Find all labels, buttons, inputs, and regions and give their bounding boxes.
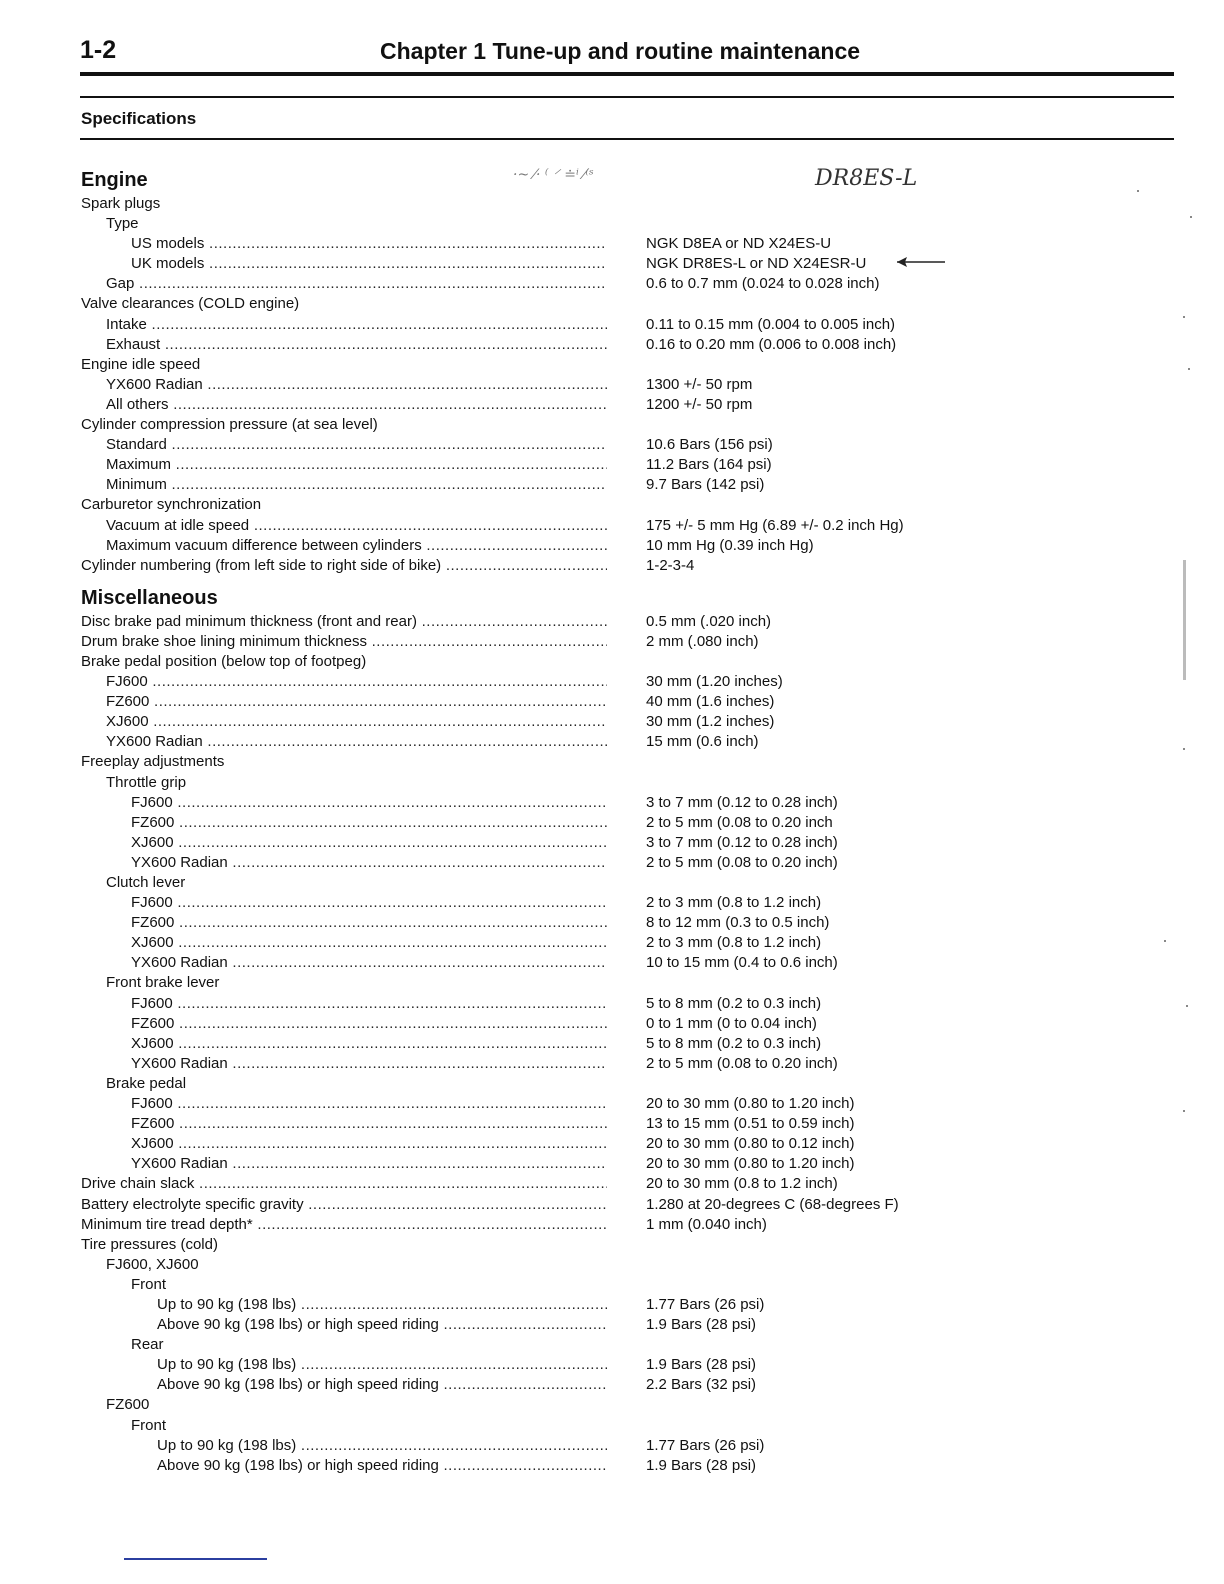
- spec-label: Drive chain slack .....: [81, 1174, 607, 1194]
- spec-row: [81, 752, 981, 772]
- handwritten-annotation: DR8ES-L: [815, 166, 918, 191]
- spec-value: 2 to 5 mm (0.08 to 0.20 inch): [646, 853, 838, 871]
- spec-row: [81, 1315, 981, 1335]
- spec-label: FZ600 .....: [81, 813, 607, 833]
- spec-row: [81, 214, 981, 234]
- spec-label: Up to 90 kg (198 lbs) .....: [81, 1355, 607, 1375]
- spec-value: 0 to 1 mm (0 to 0.04 inch): [646, 1014, 817, 1032]
- divider-top: [80, 96, 1174, 98]
- spec-value: 1300 +/- 50 rpm: [646, 375, 753, 393]
- scan-speck: [1190, 216, 1192, 218]
- spec-label: US models .....: [81, 234, 607, 254]
- spec-value: 2 to 3 mm (0.8 to 1.2 inch): [646, 934, 822, 952]
- scan-speck: [1183, 1110, 1185, 1112]
- spec-row: [81, 1114, 981, 1134]
- spec-value: 0.11 to 0.15 mm (0.004 to 0.005 inch): [646, 315, 896, 333]
- section-heading: Miscellaneous: [81, 586, 218, 609]
- spec-label: Valve clearances (COLD engine): [81, 295, 300, 313]
- spec-row: [81, 254, 981, 274]
- spec-row: [81, 1215, 981, 1235]
- spec-value: 30 mm (1.20 inches): [646, 673, 783, 691]
- spec-label: Standard .....: [81, 435, 607, 455]
- spec-row: [81, 1174, 981, 1194]
- spec-value: 20 to 30 mm (0.80 to 0.12 inch): [646, 1135, 855, 1153]
- spec-label: FJ600 .....: [81, 793, 607, 813]
- spec-value: 1200 +/- 50 rpm: [646, 395, 753, 413]
- spec-row: [81, 913, 981, 933]
- spec-label: XJ600 .....: [81, 1034, 607, 1054]
- spec-row: [81, 893, 981, 913]
- spec-label: Rear: [131, 1336, 164, 1354]
- spec-row: [81, 194, 981, 214]
- spec-label: Front: [131, 1416, 167, 1434]
- spec-label: FJ600 .....: [81, 672, 607, 692]
- spec-label: Cylinder compression pressure (at sea level): [81, 416, 378, 434]
- spec-value: 2.2 Bars (32 psi): [646, 1376, 757, 1394]
- spec-label: Vacuum at idle speed .....: [81, 516, 607, 536]
- spec-label: Up to 90 kg (198 lbs) .....: [81, 1295, 607, 1315]
- spec-value: 0.5 mm (.020 inch): [646, 612, 772, 630]
- spec-row: [81, 415, 981, 435]
- spec-row: [81, 556, 981, 576]
- spec-label: Maximum vacuum difference between cylinders .....: [81, 536, 607, 556]
- spec-row: [81, 692, 981, 712]
- spec-label: Brake pedal: [106, 1074, 187, 1092]
- spec-row: [81, 1295, 981, 1315]
- spec-value: 10.6 Bars (156 psi): [646, 436, 773, 454]
- spec-value: 3 to 7 mm (0.12 to 0.28 inch): [646, 833, 838, 851]
- specifications-heading: Specifications: [81, 109, 197, 128]
- spec-label: XJ600 .....: [81, 833, 607, 853]
- spec-value: 0.6 to 0.7 mm (0.024 to 0.028 inch): [646, 275, 880, 293]
- spec-row: [81, 435, 981, 455]
- spec-row: [81, 1034, 981, 1054]
- spec-row: [81, 1054, 981, 1074]
- spec-value: 2 to 5 mm (0.08 to 0.20 inch: [646, 813, 833, 831]
- spec-row: [81, 833, 981, 853]
- spec-value: 10 to 15 mm (0.4 to 0.6 inch): [646, 954, 838, 972]
- spec-row: [81, 355, 981, 375]
- spec-row: [81, 1014, 981, 1034]
- spec-label: FZ600 .....: [81, 913, 607, 933]
- spec-value: NGK DR8ES-L or ND X24ESR-U: [646, 255, 867, 273]
- spec-row: [81, 455, 981, 475]
- spec-label: Maximum .....: [81, 455, 607, 475]
- scan-speck: [1137, 190, 1139, 192]
- spec-row: [81, 1355, 981, 1375]
- spec-row: [81, 516, 981, 536]
- spec-label: Disc brake pad minimum thickness (front and rear) .....: [81, 612, 607, 632]
- spec-value: 30 mm (1.2 inches): [646, 713, 775, 731]
- spec-row: [81, 335, 981, 355]
- spec-row: [81, 395, 981, 415]
- spec-value: 15 mm (0.6 inch): [646, 733, 759, 751]
- spec-value: 0.16 to 0.20 mm (0.006 to 0.008 inch): [646, 335, 897, 353]
- spec-row: [81, 793, 981, 813]
- scan-speck: [1183, 316, 1185, 318]
- spec-row: [81, 1195, 981, 1215]
- spec-value: 20 to 30 mm (0.80 to 1.20 inch): [646, 1155, 855, 1173]
- spec-value: 1.9 Bars (28 psi): [646, 1316, 757, 1334]
- section-heading: Engine: [81, 169, 148, 191]
- spec-label: FJ600, XJ600: [106, 1255, 199, 1273]
- spec-row: [81, 1235, 981, 1255]
- scan-edge-artifact: [1183, 560, 1186, 680]
- spec-row: [81, 294, 981, 314]
- spec-label: XJ600 .....: [81, 933, 607, 953]
- scan-speck: [1186, 1005, 1188, 1007]
- spec-value: 2 to 5 mm (0.08 to 0.20 inch): [646, 1054, 838, 1072]
- spec-label: FZ600 .....: [81, 692, 607, 712]
- spec-row: [81, 1275, 981, 1295]
- spec-row: [81, 672, 981, 692]
- spec-row: [81, 712, 981, 732]
- spec-value: 1.9 Bars (28 psi): [646, 1356, 757, 1374]
- footer-rule: [124, 1558, 267, 1560]
- spec-value: 20 to 30 mm (0.8 to 1.2 inch): [646, 1175, 838, 1193]
- spec-row: [81, 234, 981, 254]
- spec-label: YX600 Radian .....: [81, 1054, 607, 1074]
- spec-label: Front brake lever: [106, 974, 220, 992]
- spec-label: Exhaust .....: [81, 335, 607, 355]
- spec-value: 5 to 8 mm (0.2 to 0.3 inch): [646, 1034, 822, 1052]
- spec-row: [81, 274, 981, 294]
- spec-value: 10 mm Hg (0.39 inch Hg): [646, 536, 814, 554]
- spec-label: Front: [131, 1275, 167, 1293]
- spec-value: 1.280 at 20-degrees C (68-degrees F): [646, 1195, 899, 1213]
- spec-value: 1.9 Bars (28 psi): [646, 1456, 757, 1474]
- spec-label: Cylinder numbering (from left side to right side of bike) .....: [81, 556, 607, 576]
- spec-label: Tire pressures (cold): [81, 1235, 218, 1253]
- spec-label: Intake .....: [81, 315, 607, 335]
- spec-label: Carburetor synchronization: [81, 496, 262, 514]
- spec-value: 175 +/- 5 mm Hg (6.89 +/- 0.2 inch Hg): [646, 516, 904, 534]
- spec-value: 5 to 8 mm (0.2 to 0.3 inch): [646, 994, 822, 1012]
- divider-specifications: [80, 138, 1174, 140]
- spec-value: 13 to 15 mm (0.51 to 0.59 inch): [646, 1115, 855, 1133]
- spec-row: [81, 1416, 981, 1436]
- spec-value: 3 to 7 mm (0.12 to 0.28 inch): [646, 793, 838, 811]
- handwritten-scribble: ·~ ⁄· ⁽ ⸍ ≐ⁱ ⁄⁽ˢ: [513, 167, 594, 183]
- spec-row: [81, 315, 981, 335]
- spec-row: [81, 973, 981, 993]
- spec-row: [81, 1456, 981, 1476]
- spec-label: YX600 Radian .....: [81, 953, 607, 973]
- page-header: [80, 34, 1174, 74]
- spec-row: [81, 1154, 981, 1174]
- spec-value: 11.2 Bars (164 psi): [646, 456, 772, 474]
- spec-label: Minimum .....: [81, 475, 607, 495]
- spec-label: Drum brake shoe lining minimum thickness .....: [81, 632, 607, 652]
- spec-value: NGK D8EA or ND X24ES-U: [646, 235, 832, 253]
- spec-label: YX600 Radian .....: [81, 732, 607, 752]
- spec-label: Battery electrolyte specific gravity .....: [81, 1195, 607, 1215]
- spec-row: [81, 732, 981, 752]
- spec-value: 40 mm (1.6 inches): [646, 693, 775, 711]
- spec-value: 9.7 Bars (142 psi): [646, 476, 765, 494]
- spec-value: 1.77 Bars (26 psi): [646, 1436, 765, 1454]
- spec-row: [81, 1335, 981, 1355]
- spec-value: 1 mm (0.040 inch): [646, 1215, 767, 1233]
- spec-row: [81, 495, 981, 515]
- spec-label: Minimum tire tread depth* .....: [81, 1215, 607, 1235]
- spec-row: [81, 873, 981, 893]
- spec-label: Clutch lever: [106, 874, 186, 891]
- spec-label: Throttle grip: [106, 773, 187, 791]
- spec-row: [81, 652, 981, 672]
- spec-label: FJ600 .....: [81, 893, 607, 913]
- scan-speck: [1188, 368, 1190, 370]
- scan-speck: [1183, 748, 1185, 750]
- spec-row: [81, 773, 981, 793]
- spec-label: YX600 Radian .....: [81, 853, 607, 873]
- spec-label: Above 90 kg (198 lbs) or high speed riding .....: [81, 1315, 607, 1335]
- spec-row: [81, 933, 981, 953]
- spec-label: Brake pedal position (below top of footpeg): [81, 652, 367, 670]
- spec-value: 1-2-3-4: [646, 556, 695, 574]
- spec-label: XJ600 .....: [81, 712, 607, 732]
- spec-label: FZ600 .....: [81, 1014, 607, 1034]
- spec-value: 1.77 Bars (26 psi): [646, 1295, 765, 1313]
- specifications-table: [81, 166, 981, 1476]
- scan-speck: [1164, 940, 1166, 942]
- header-rule: [80, 72, 1174, 76]
- spec-label: FZ600: [106, 1396, 150, 1414]
- spec-value: 20 to 30 mm (0.80 to 1.20 inch): [646, 1095, 855, 1113]
- spec-row: [81, 612, 981, 632]
- spec-label: FJ600 .....: [81, 994, 607, 1014]
- page-number: 1-2: [80, 36, 117, 64]
- spec-row: [81, 853, 981, 873]
- spec-label: Spark plugs: [81, 195, 161, 212]
- spec-row: [81, 994, 981, 1014]
- spec-label: Above 90 kg (198 lbs) or high speed riding .....: [81, 1375, 607, 1395]
- spec-row: [81, 1375, 981, 1395]
- spec-label: Up to 90 kg (198 lbs) .....: [81, 1436, 607, 1456]
- spec-label: UK models .....: [81, 254, 607, 274]
- spec-value: 2 to 3 mm (0.8 to 1.2 inch): [646, 894, 822, 912]
- spec-row: [81, 1074, 981, 1094]
- spec-label: XJ600 .....: [81, 1134, 607, 1154]
- spec-value: 8 to 12 mm (0.3 to 0.5 inch): [646, 914, 830, 932]
- spec-row: [81, 1134, 981, 1154]
- spec-row: [81, 536, 981, 556]
- spec-value: 2 mm (.080 inch): [646, 632, 759, 650]
- spec-label: Type: [106, 215, 139, 233]
- spec-label: FZ600 .....: [81, 1114, 607, 1134]
- spec-row: [81, 953, 981, 973]
- spec-row: [81, 1255, 981, 1275]
- spec-label: YX600 Radian .....: [81, 375, 607, 395]
- spec-label: YX600 Radian .....: [81, 1154, 607, 1174]
- spec-row: [81, 1436, 981, 1456]
- spec-label: Gap .....: [81, 274, 607, 294]
- spec-label: FJ600 .....: [81, 1094, 607, 1114]
- spec-label: All others .....: [81, 395, 607, 415]
- spec-row: [81, 813, 981, 833]
- spec-label: Freeplay adjustments: [81, 753, 225, 771]
- spec-row: [81, 632, 981, 652]
- spec-row: [81, 1094, 981, 1114]
- spec-label: Engine idle speed: [81, 355, 201, 373]
- spec-label: Above 90 kg (198 lbs) or high speed riding .....: [81, 1456, 607, 1476]
- spec-row: [81, 375, 981, 395]
- spec-row: [81, 1395, 981, 1415]
- spec-row: [81, 475, 981, 495]
- chapter-title: Chapter 1 Tune-up and routine maintenance: [380, 38, 861, 64]
